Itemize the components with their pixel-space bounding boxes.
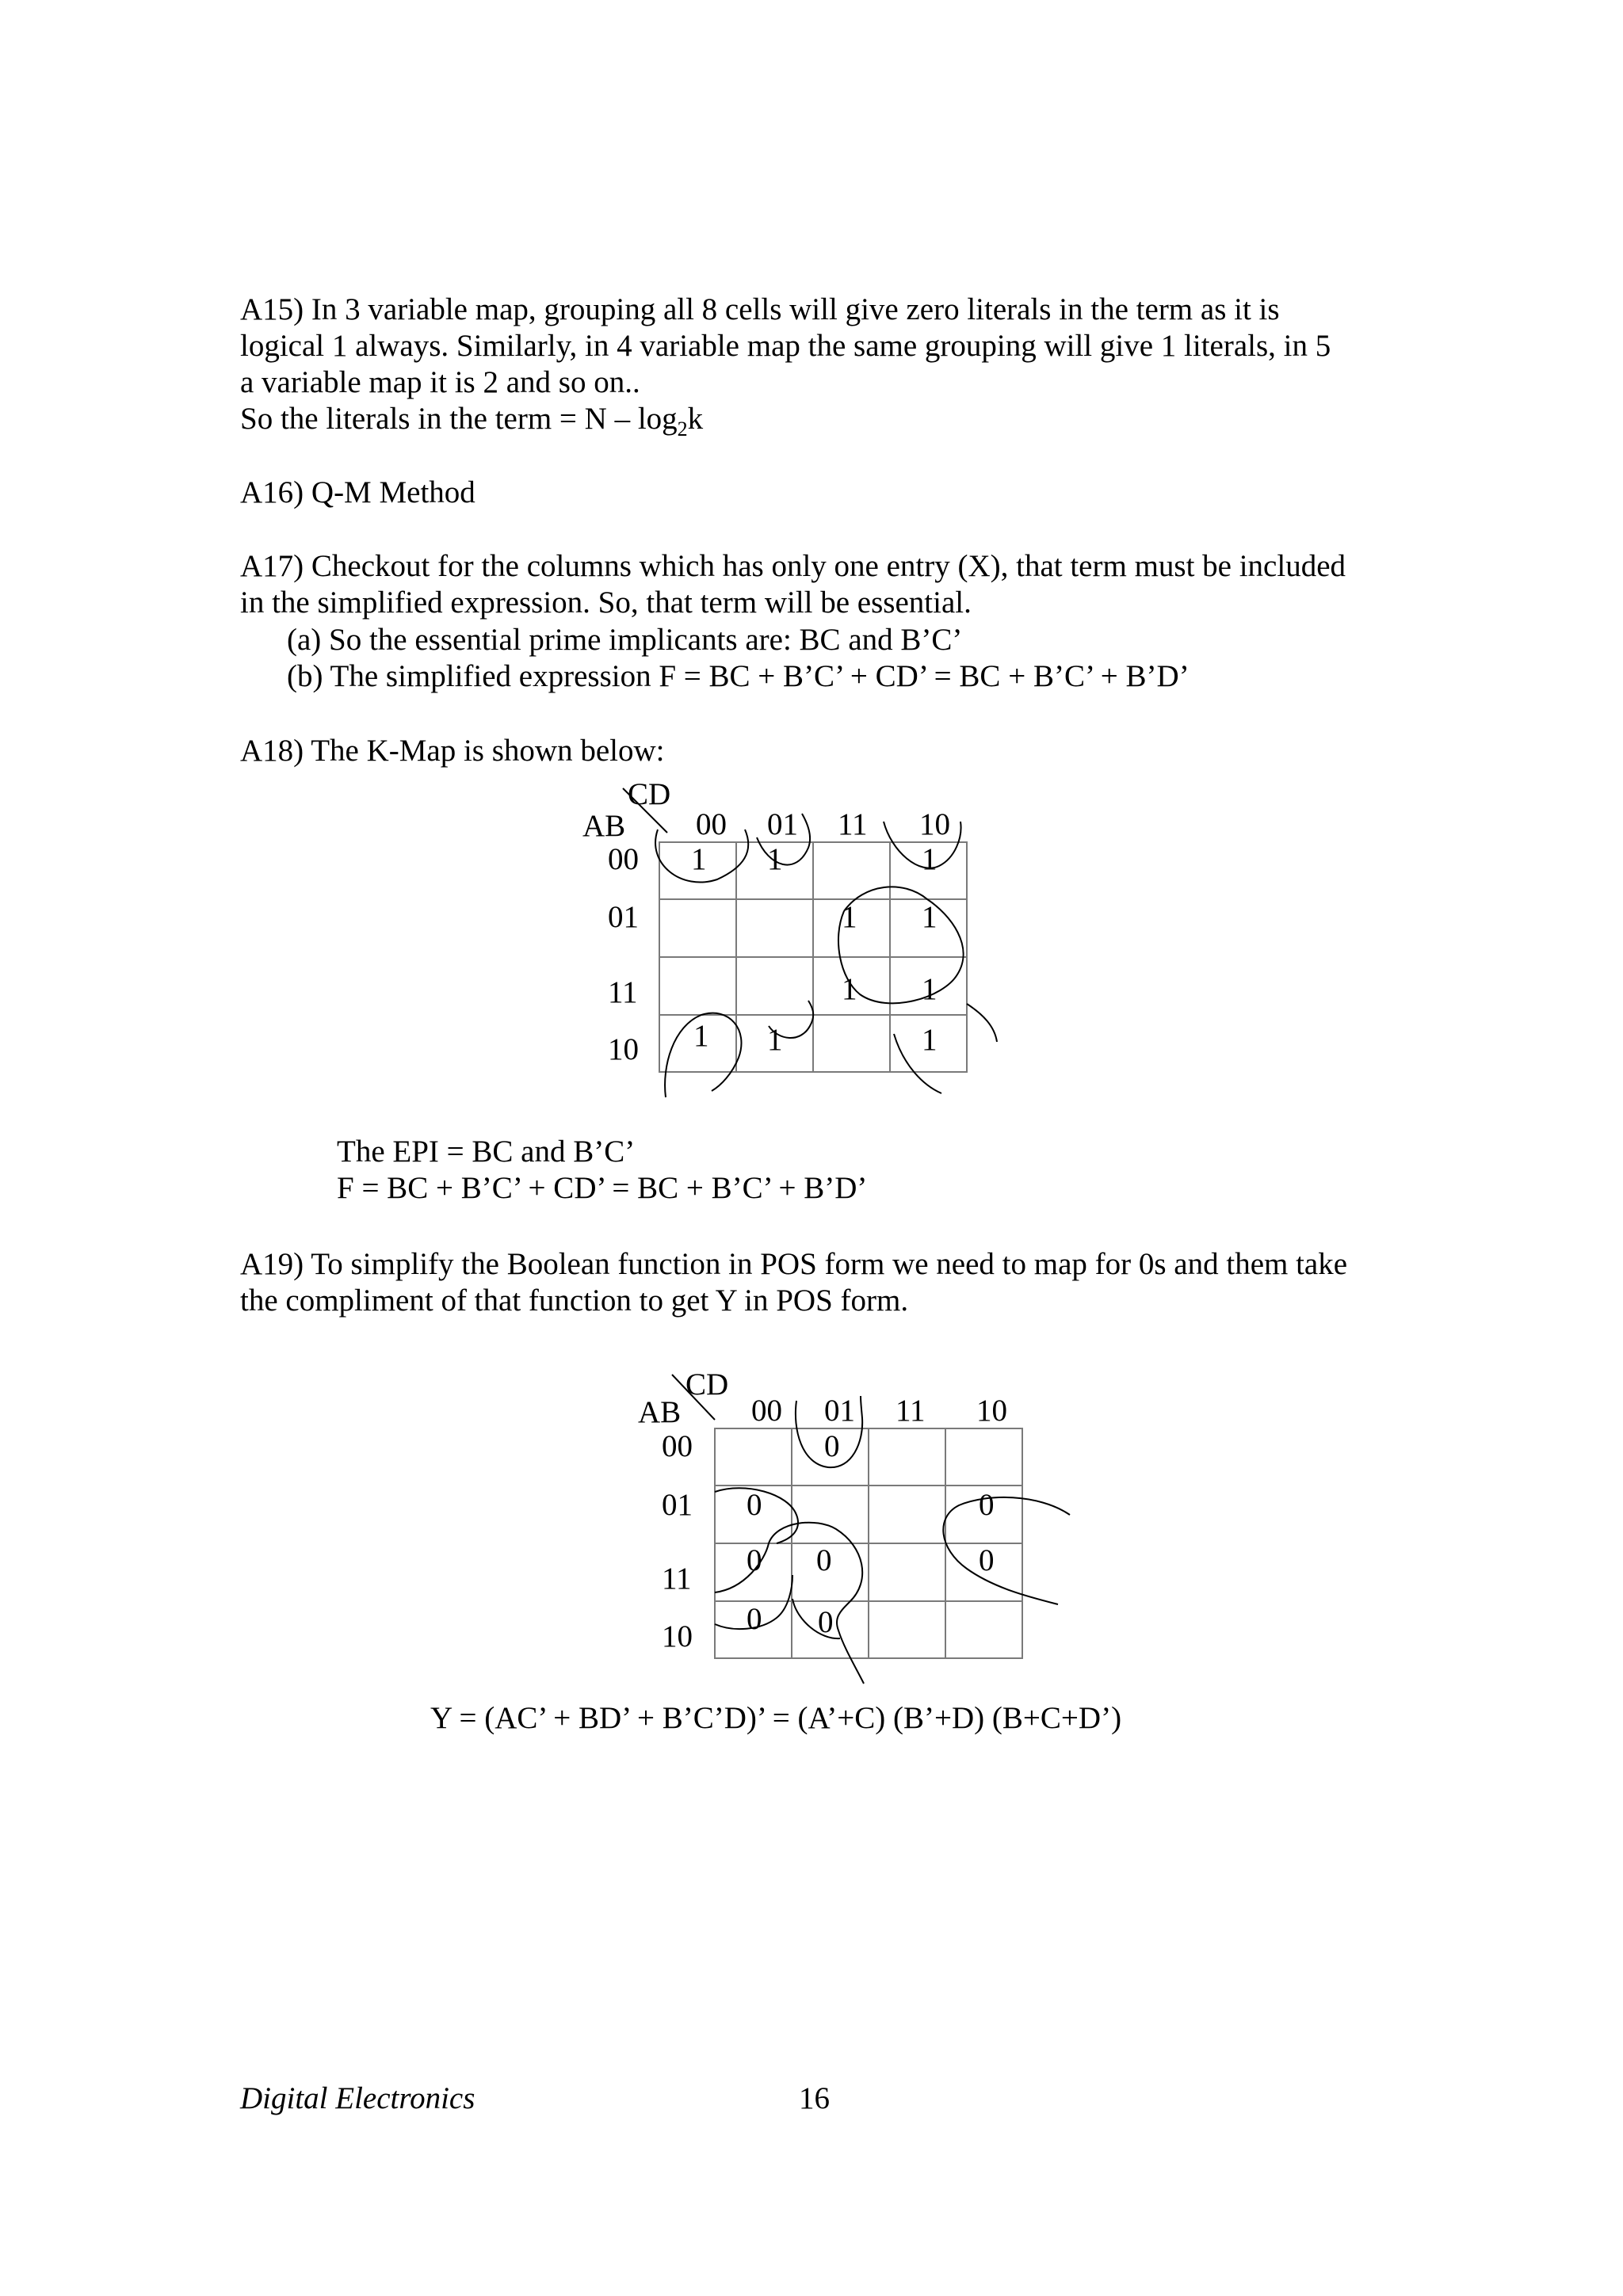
a18-kmap-col-label: 00 <box>696 807 727 841</box>
a18-kmap-cell: 1 <box>922 842 938 876</box>
a18-kmap-row-label: 00 <box>608 842 639 876</box>
a19-kmap-cell: 0 <box>818 1605 834 1639</box>
a19-kmap <box>626 1363 1086 1680</box>
a18-line1: A18) The K-Map is shown below: <box>240 734 665 768</box>
a19-kmap-cell: 0 <box>747 1488 762 1522</box>
a18-kmap-col-var: CD <box>628 777 671 811</box>
a15-line2: logical 1 always. Similarly, in 4 variable map the same grouping will give 1 literals, in 5 <box>240 329 1331 363</box>
a18-kmap-cell: 1 <box>922 972 938 1006</box>
a15-line4 <box>240 401 703 448</box>
a18-kmap-row-var: AB <box>582 809 626 843</box>
a18-kmap <box>571 772 1030 1137</box>
a19-kmap-cell: 0 <box>824 1429 840 1463</box>
a19-kmap-row-label: 01 <box>662 1488 693 1522</box>
a18-group-loop <box>967 1004 997 1042</box>
a15-log-base: 2 <box>677 417 688 441</box>
a18-result: F = BC + B’C’ + CD’ = BC + B’C’ + B’D’ <box>337 1171 868 1205</box>
a18-kmap-cell: 1 <box>922 900 938 934</box>
a18-kmap-cell: 1 <box>922 1023 938 1057</box>
a17-line2: in the simplified expression. So, that term will be essential. <box>240 585 972 620</box>
a19-kmap-cell: 0 <box>747 1543 762 1577</box>
a18-epi: The EPI = BC and B’C’ <box>337 1135 636 1169</box>
a19-kmap-cell: 0 <box>979 1488 995 1522</box>
a17-line1: A17) Checkout for the columns which has only one entry (X), that term must be included <box>240 549 1346 583</box>
a19-kmap-row-label: 11 <box>662 1562 692 1596</box>
a19-kmap-col-var: CD <box>685 1367 729 1402</box>
a18-kmap-col-label: 10 <box>919 807 950 841</box>
a15-formula-text: So the literals in the term = N – log <box>240 402 678 436</box>
a19-kmap-cell: 0 <box>747 1602 762 1636</box>
a18-group-loop <box>838 887 964 1003</box>
a18-kmap-row-label: 10 <box>608 1032 639 1066</box>
a16-line1: A16) Q-M Method <box>240 475 475 509</box>
footer-title: Digital Electronics <box>240 2081 475 2115</box>
a19-line1: A19) To simplify the Boolean function in POS form we need to map for 0s and them take <box>240 1247 1348 1281</box>
a19-group-loop <box>715 1523 864 1684</box>
a19-result: Y = (AC’ + BD’ + B’C’D)’ = (A’+C) (B’+D) (B+C+D’) <box>430 1701 1122 1735</box>
a19-kmap-cell: 0 <box>816 1543 832 1577</box>
a17-item-a: (a) So the essential prime implicants are: BC and B’C’ <box>287 623 963 657</box>
a18-kmap-row-label: 01 <box>608 900 639 934</box>
a18-kmap-cell: 1 <box>842 900 857 934</box>
a19-kmap-row-label: 10 <box>662 1619 693 1653</box>
a19-kmap-cell: 0 <box>979 1543 995 1577</box>
a18-kmap-cell: 1 <box>767 842 783 876</box>
a19-kmap-col-label: 01 <box>824 1394 855 1428</box>
a18-kmap-col-label: 01 <box>767 807 798 841</box>
page-number: 16 <box>799 2081 830 2115</box>
a15-line3: a variable map it is 2 and so on.. <box>240 365 640 399</box>
a19-kmap-row-label: 00 <box>662 1429 693 1463</box>
a18-kmap-cell: 1 <box>842 972 857 1006</box>
a17-item-b: (b) The simplified expression F = BC + B’C’ + CD’ = BC + B’C’ + B’D’ <box>287 659 1190 693</box>
a19-line2: the compliment of that function to get Y in POS form. <box>240 1283 909 1318</box>
a18-group-loop <box>769 1001 813 1038</box>
a18-kmap-col-label: 11 <box>838 807 868 841</box>
a18-kmap-cell: 1 <box>767 1023 783 1057</box>
a18-kmap-row-label: 11 <box>608 975 638 1009</box>
a15-formula-k: k <box>687 402 704 436</box>
a18-kmap-cell: 1 <box>693 1019 709 1053</box>
a19-group-loop <box>943 1497 1070 1604</box>
a19-kmap-col-label: 00 <box>751 1394 782 1428</box>
a19-kmap-col-label: 10 <box>976 1394 1007 1428</box>
a19-kmap-row-var: AB <box>638 1395 682 1429</box>
a18-kmap-cell: 1 <box>691 842 707 876</box>
a19-kmap-col-label: 11 <box>896 1394 926 1428</box>
a15-line1: A15) In 3 variable map, grouping all 8 cells will give zero literals in the term as it is <box>240 292 1280 326</box>
